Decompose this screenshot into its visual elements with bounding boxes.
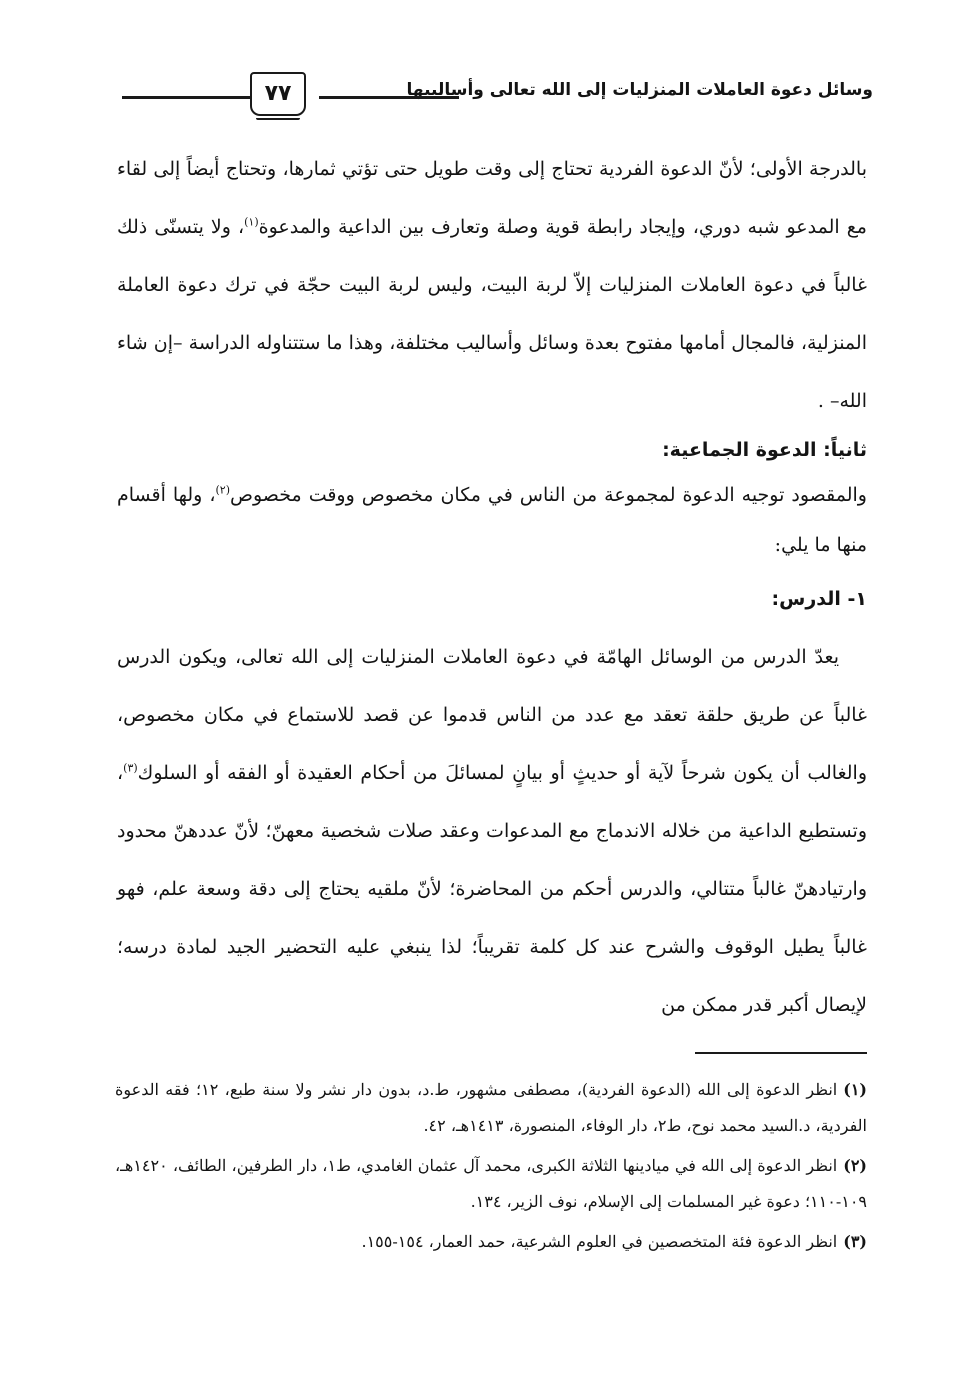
footnote-text: انظر الدعوة إلى الله في ميادينها الثلاثة الكبرى، محمد آل عثمان الغامدي، ط١، دار الطرفين، الطائف، ١٤٢٠هـ، ١٠٩-١١٠؛ دعوة غير المسلمات إلى الإسلام، نوف الزير، ١٣٤. <box>115 1156 867 1211</box>
page-number: ٧٧ <box>250 72 306 116</box>
paragraph-text-continued: ، وتستطيع الداعية من خلاله الاندماج مع المدعوات وعقد صلات شخصية معهنّ؛ لأنّ عددهنّ محدود وارتيادهنّ غالباً متتالي، والدرس أحكم من المحاضرة؛ لأنّ ملقيه يحتاج إلى دقة وسعة علم، فهو غالباً يطيل الوقوف والشرح عند كل كلمة تقريباً؛ لذا ينبغي عليه التحضير الجيد لمادة درسه؛ لإيصال أكبر قدر ممكن من <box>117 762 867 1016</box>
running-header <box>112 72 873 124</box>
section-heading-group-dawah: ثانياً: الدعوة الجماعية: <box>662 439 867 461</box>
subheading-lesson: ١- الدرس: <box>771 588 867 610</box>
body-text <box>117 140 867 1034</box>
footnotes <box>115 1072 867 1264</box>
footnote-item <box>115 1224 867 1260</box>
footnote-text: انظر الدعوة إلى الله (الدعوة الفردية)، مصطفى مشهور، ط.د، بدون دار نشر ولا سنة طبع، ١٢؛ فقه الدعوة الفردية، د.السيد محمد نوح، ط٢، دار الوفاء، المنصورة، ١٤١٣هـ، ٤٢. <box>115 1080 867 1135</box>
footnote-number: (٣) <box>843 1232 867 1251</box>
footnote-item <box>115 1072 867 1144</box>
section-intro-text-continued: ، ولها أقسام منها ما يلي: <box>117 484 867 556</box>
footnote-number: (٢) <box>843 1156 867 1175</box>
header-rule-left <box>122 96 250 99</box>
footnote-ref-3[interactable]: (٣) <box>123 761 138 775</box>
footnote-separator <box>695 1052 867 1054</box>
footnote-ref-1[interactable]: (١) <box>244 215 259 229</box>
footnote-text: انظر الدعوة فئة المتخصصين في العلوم الشرعية، حمد العمار، ١٥٤-١٥٥. <box>361 1232 838 1251</box>
paragraph-text: يعدّ الدرس من الوسائل الهامّة في دعوة العاملات المنزليات إلى الله تعالى، ويكون الدرس غالباً عن طريق حلقة تعقد مع عدد من الناس قدموا عن قصد للاستماع في مكان مخصوص، والغالب أن يكون شرحاً لآية أو حديثٍ أو بيانٍ لمسائلَ من أحكام العقيدة أو الفقه أو السلوك <box>117 646 867 784</box>
footnote-ref-2[interactable]: (٢) <box>215 483 230 497</box>
footnote-number: (١) <box>843 1080 867 1099</box>
paragraph-text-continued: ، ولا يتسنّى ذلك غالباً في دعوة العاملات المنزليات إلاّ لربة البيت، وليس لربة البيت حجّة في ترك دعوة العاملة المنزلية، فالمجال أمامها مفتوح بعدة وسائل وأساليب مختلفة، وهذا ما ستتناوله الدراسة –إن شاء الله– . <box>117 216 867 412</box>
paragraph-text: بالدرجة الأولى؛ لأنّ الدعوة الفردية تحتاج إلى وقت طويل حتى تؤتي ثمارها، وتحتاج أيضاً إلى لقاء مع المدعو شبه دوري، وإيجاد رابطة قوية وصلة وتعارف بين الداعية والمدعوة <box>117 158 867 238</box>
section-intro-text: والمقصود توجيه الدعوة لمجموعة من الناس في مكان مخصوص ووقت مخصوص <box>230 484 867 506</box>
paragraph-individual-dawah <box>117 140 867 430</box>
header-rule-right <box>319 96 459 99</box>
footnote-item <box>115 1148 867 1220</box>
paragraph-lesson <box>117 628 867 1034</box>
running-title: وسائل دعوة العاملات المنزليات إلى الله تعالى وأساليبها <box>406 80 873 100</box>
section-intro <box>117 470 867 570</box>
